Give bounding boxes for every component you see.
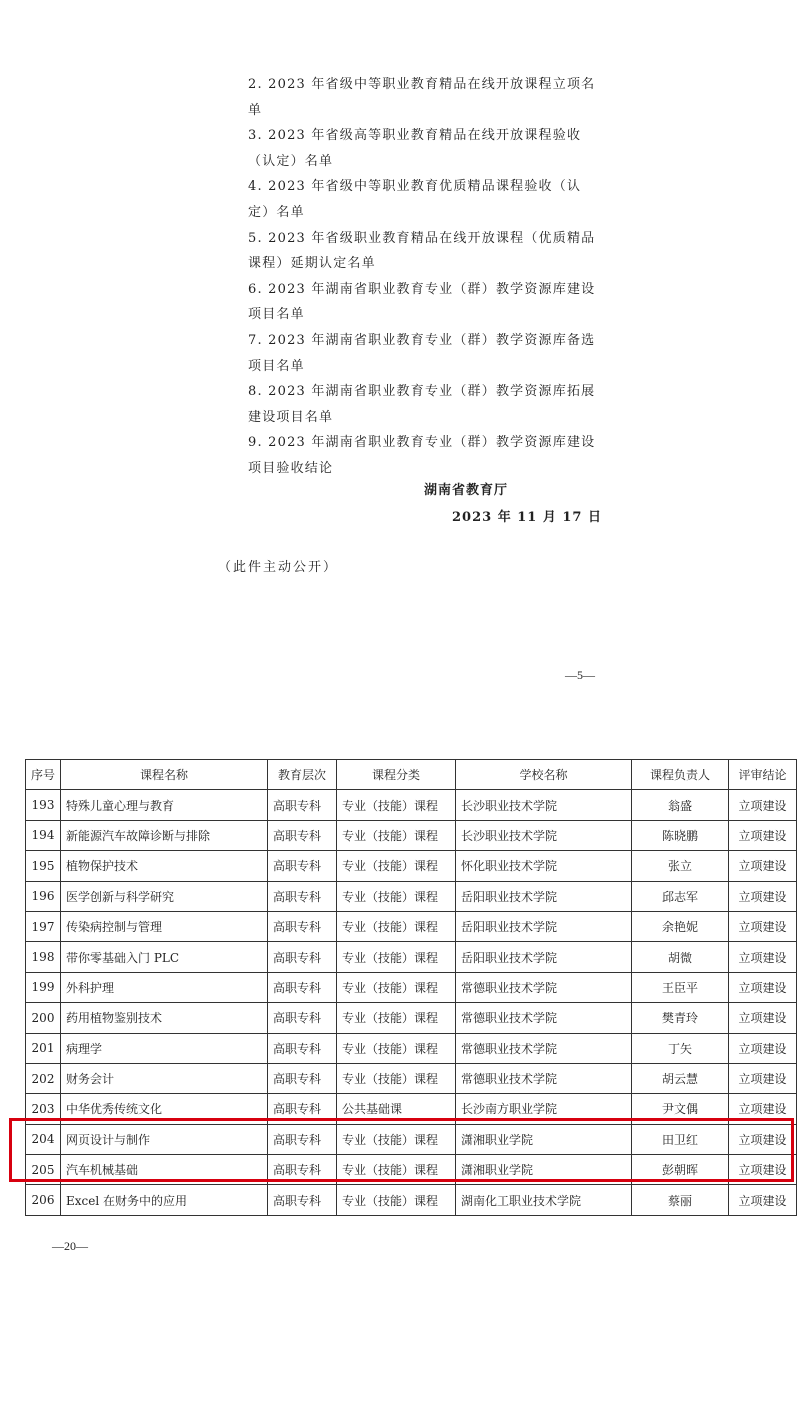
cell-course-name: 医学创新与科学研究 bbox=[61, 881, 268, 911]
cell-level: 高职专科 bbox=[268, 942, 337, 972]
cell-level: 高职专科 bbox=[268, 972, 337, 1002]
table-row bbox=[26, 1033, 797, 1063]
cell-result: 立项建设 bbox=[729, 1003, 797, 1033]
cell-leader: 张立 bbox=[632, 851, 729, 881]
page-number-top: —5— bbox=[565, 668, 595, 682]
header-school: 学校名称 bbox=[456, 760, 632, 790]
table-header-row bbox=[26, 760, 797, 790]
cell-index: 199 bbox=[26, 972, 61, 1002]
cell-school: 潇湘职业学院 bbox=[456, 1124, 632, 1154]
cell-school: 怀化职业技术学院 bbox=[456, 851, 632, 881]
cell-course-name: 植物保护技术 bbox=[61, 851, 268, 881]
cell-category: 专业（技能）课程 bbox=[337, 1155, 456, 1185]
cell-result: 立项建设 bbox=[729, 911, 797, 941]
cell-level: 高职专科 bbox=[268, 911, 337, 941]
table-row bbox=[26, 911, 797, 941]
cell-category: 专业（技能）课程 bbox=[337, 881, 456, 911]
cell-result: 立项建设 bbox=[729, 820, 797, 850]
cell-category: 专业（技能）课程 bbox=[337, 790, 456, 820]
header-result: 评审结论 bbox=[729, 760, 797, 790]
table-row bbox=[26, 1003, 797, 1033]
cell-level: 高职专科 bbox=[268, 1033, 337, 1063]
cell-result: 立项建设 bbox=[729, 972, 797, 1002]
issue-date: 2023 年 11 月 17 日 bbox=[452, 510, 602, 525]
cell-index: 200 bbox=[26, 1003, 61, 1033]
cell-leader: 樊青玲 bbox=[632, 1003, 729, 1033]
cell-level: 高职专科 bbox=[268, 881, 337, 911]
table-row bbox=[26, 972, 797, 1002]
cell-leader: 王臣平 bbox=[632, 972, 729, 1002]
cell-course-name: 病理学 bbox=[61, 1033, 268, 1063]
cell-category: 专业（技能）课程 bbox=[337, 820, 456, 850]
cell-leader: 蔡丽 bbox=[632, 1185, 729, 1215]
cell-school: 常德职业技术学院 bbox=[456, 1063, 632, 1093]
cell-category: 专业（技能）课程 bbox=[337, 1185, 456, 1215]
cell-index: 203 bbox=[26, 1094, 61, 1124]
cell-category: 专业（技能）课程 bbox=[337, 1003, 456, 1033]
cell-category: 专业（技能）课程 bbox=[337, 972, 456, 1002]
cell-level: 高职专科 bbox=[268, 1124, 337, 1154]
cell-course-name: 特殊儿童心理与教育 bbox=[61, 790, 268, 820]
cell-course-name: 带你零基础入门 PLC bbox=[61, 942, 268, 972]
cell-index: 198 bbox=[26, 942, 61, 972]
header-category: 课程分类 bbox=[337, 760, 456, 790]
table-row bbox=[26, 851, 797, 881]
cell-result: 立项建设 bbox=[729, 1033, 797, 1063]
cell-course-name: 财务会计 bbox=[61, 1063, 268, 1093]
cell-school: 岳阳职业技术学院 bbox=[456, 942, 632, 972]
attachment-item: 8. 2023 年湖南省职业教育专业（群）教学资源库拓展建设项目名单 bbox=[248, 384, 596, 425]
cell-level: 高职专科 bbox=[268, 820, 337, 850]
attachment-list bbox=[248, 72, 598, 482]
cell-index: 193 bbox=[26, 790, 61, 820]
cell-level: 高职专科 bbox=[268, 851, 337, 881]
header-course-name: 课程名称 bbox=[61, 760, 268, 790]
attachment-item: 4. 2023 年省级中等职业教育优质精品课程验收（认定）名单 bbox=[248, 179, 582, 220]
cell-school: 岳阳职业技术学院 bbox=[456, 911, 632, 941]
course-table bbox=[25, 759, 797, 1216]
cell-leader: 陈晓鹏 bbox=[632, 820, 729, 850]
cell-leader: 尹文偶 bbox=[632, 1094, 729, 1124]
cell-result: 立项建设 bbox=[729, 881, 797, 911]
cell-result: 立项建设 bbox=[729, 1185, 797, 1215]
cell-leader: 彭朝晖 bbox=[632, 1155, 729, 1185]
cell-index: 196 bbox=[26, 881, 61, 911]
header-leader: 课程负责人 bbox=[632, 760, 729, 790]
cell-school: 常德职业技术学院 bbox=[456, 1033, 632, 1063]
cell-result: 立项建设 bbox=[729, 942, 797, 972]
cell-school: 长沙职业技术学院 bbox=[456, 790, 632, 820]
table-row-highlighted bbox=[26, 1124, 797, 1154]
cell-school: 长沙职业技术学院 bbox=[456, 820, 632, 850]
cell-course-name: 外科护理 bbox=[61, 972, 268, 1002]
table-row bbox=[26, 790, 797, 820]
table-row bbox=[26, 820, 797, 850]
cell-index: 195 bbox=[26, 851, 61, 881]
table-row bbox=[26, 942, 797, 972]
cell-level: 高职专科 bbox=[268, 790, 337, 820]
attachment-item: 2. 2023 年省级中等职业教育精品在线开放课程立项名单 bbox=[248, 77, 596, 118]
cell-level: 高职专科 bbox=[268, 1155, 337, 1185]
cell-course-name: 中华优秀传统文化 bbox=[61, 1094, 268, 1124]
cell-result: 立项建设 bbox=[729, 1155, 797, 1185]
cell-school: 湖南化工职业技术学院 bbox=[456, 1185, 632, 1215]
cell-school: 常德职业技术学院 bbox=[456, 1003, 632, 1033]
table-row bbox=[26, 1094, 797, 1124]
attachment-item: 9. 2023 年湖南省职业教育专业（群）教学资源库建设项目验收结论 bbox=[248, 435, 596, 476]
cell-level: 高职专科 bbox=[268, 1003, 337, 1033]
cell-leader: 胡云慧 bbox=[632, 1063, 729, 1093]
cell-result: 立项建设 bbox=[729, 790, 797, 820]
table-row bbox=[26, 881, 797, 911]
cell-index: 206 bbox=[26, 1185, 61, 1215]
cell-leader: 丁矢 bbox=[632, 1033, 729, 1063]
cell-result: 立项建设 bbox=[729, 1124, 797, 1154]
cell-leader: 余艳妮 bbox=[632, 911, 729, 941]
cell-category: 专业（技能）课程 bbox=[337, 1033, 456, 1063]
cell-index: 197 bbox=[26, 911, 61, 941]
cell-course-name: 汽车机械基础 bbox=[61, 1155, 268, 1185]
cell-school: 长沙南方职业学院 bbox=[456, 1094, 632, 1124]
cell-school: 潇湘职业学院 bbox=[456, 1155, 632, 1185]
cell-category: 专业（技能）课程 bbox=[337, 1124, 456, 1154]
table-row bbox=[26, 1063, 797, 1093]
cell-level: 高职专科 bbox=[268, 1185, 337, 1215]
table-row bbox=[26, 1185, 797, 1215]
table-row-highlighted bbox=[26, 1155, 797, 1185]
cell-index: 202 bbox=[26, 1063, 61, 1093]
cell-course-name: 药用植物鉴别技术 bbox=[61, 1003, 268, 1033]
cell-course-name: 新能源汽车故障诊断与排除 bbox=[61, 820, 268, 850]
cell-category: 公共基础课 bbox=[337, 1094, 456, 1124]
cell-result: 立项建设 bbox=[729, 1063, 797, 1093]
page-number-bottom: —20— bbox=[52, 1239, 88, 1253]
cell-course-name: 网页设计与制作 bbox=[61, 1124, 268, 1154]
cell-course-name: 传染病控制与管理 bbox=[61, 911, 268, 941]
cell-category: 专业（技能）课程 bbox=[337, 1063, 456, 1093]
cell-school: 岳阳职业技术学院 bbox=[456, 881, 632, 911]
cell-index: 204 bbox=[26, 1124, 61, 1154]
header-index: 序号 bbox=[26, 760, 61, 790]
attachment-item: 5. 2023 年省级职业教育精品在线开放课程（优质精品课程）延期认定名单 bbox=[248, 230, 596, 272]
cell-level: 高职专科 bbox=[268, 1063, 337, 1093]
cell-index: 194 bbox=[26, 820, 61, 850]
cell-leader: 翁盛 bbox=[632, 790, 729, 820]
issuer-signature: 湖南省教育厅 bbox=[424, 483, 509, 498]
cell-leader: 胡微 bbox=[632, 942, 729, 972]
cell-category: 专业（技能）课程 bbox=[337, 942, 456, 972]
attachment-item: 3. 2023 年省级高等职业教育精品在线开放课程验收（认定）名单 bbox=[248, 128, 582, 169]
cell-result: 立项建设 bbox=[729, 851, 797, 881]
public-note: （此件主动公开） bbox=[218, 560, 339, 575]
cell-leader: 邱志军 bbox=[632, 881, 729, 911]
attachment-item: 6. 2023 年湖南省职业教育专业（群）教学资源库建设项目名单 bbox=[248, 281, 596, 323]
header-level: 教育层次 bbox=[268, 760, 337, 790]
cell-level: 高职专科 bbox=[268, 1094, 337, 1124]
cell-category: 专业（技能）课程 bbox=[337, 911, 456, 941]
attachment-item: 7. 2023 年湖南省职业教育专业（群）教学资源库备选项目名单 bbox=[248, 332, 596, 374]
cell-result: 立项建设 bbox=[729, 1094, 797, 1124]
cell-index: 201 bbox=[26, 1033, 61, 1063]
cell-course-name: Excel 在财务中的应用 bbox=[61, 1185, 268, 1215]
cell-leader: 田卫红 bbox=[632, 1124, 729, 1154]
cell-school: 常德职业技术学院 bbox=[456, 972, 632, 1002]
cell-category: 专业（技能）课程 bbox=[337, 851, 456, 881]
cell-index: 205 bbox=[26, 1155, 61, 1185]
